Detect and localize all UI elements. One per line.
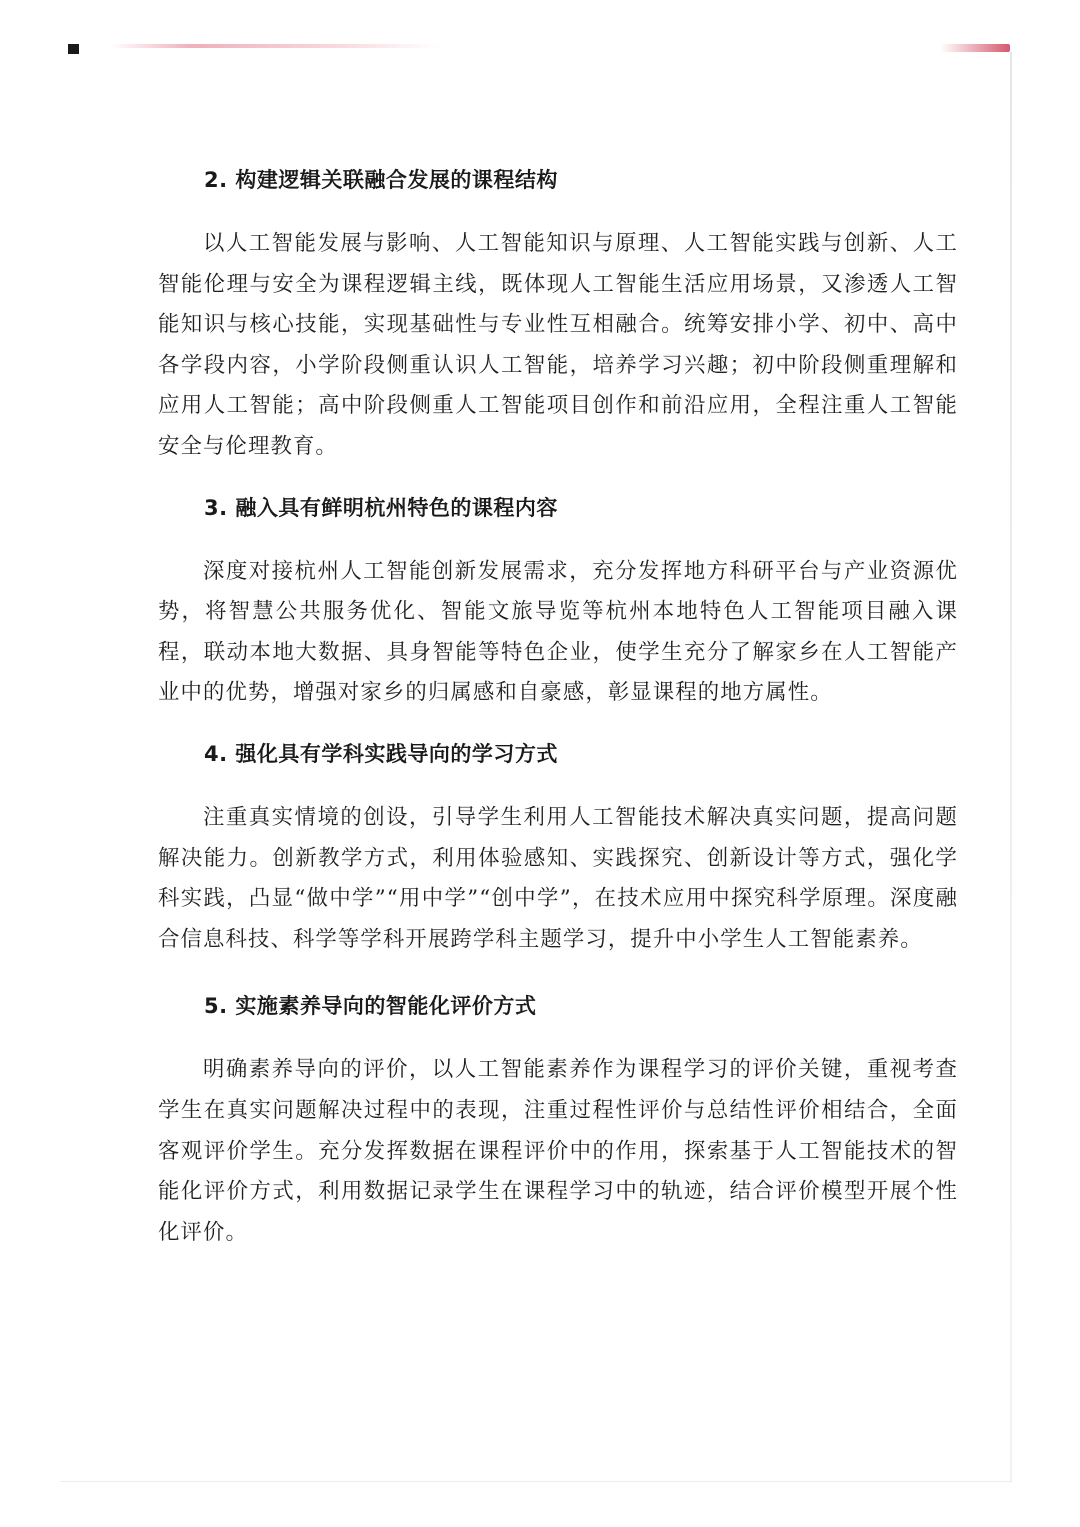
- section-5: [158, 986, 958, 1253]
- section-2: [158, 160, 958, 468]
- section-3: [158, 488, 958, 714]
- section-4: [158, 734, 958, 960]
- section-3-title: 3. 融入具有鲜明杭州特色的课程内容: [204, 495, 558, 520]
- section-2-title: 2. 构建逻辑关联融合发展的课程结构: [204, 168, 558, 192]
- scan-page-bottom-edge: [60, 1481, 1012, 1482]
- section-5-body: 明确素养导向的评价，以人工智能素养作为课程学习的评价关键，重视考查学生在真实问题解决过程中的表现，注重过程性评价与总结性评价相结合，全面客观评价学生。充分发挥数据在课程评价中的作用，探索基于人工智能技术的智能化评价方式，利用数据记录学生在课程学习中的轨迹，结合评价模型开展个性化评价。: [158, 1057, 958, 1245]
- section-5-title: 5. 实施素养导向的智能化评价方式: [204, 994, 537, 1019]
- scan-corner-mark: [68, 44, 79, 54]
- section-3-body: 深度对接杭州人工智能创新发展需求，充分发挥地方科研平台与产业资源优势，将智慧公共服务优化、智能文旅导览等杭州本地特色人工智能项目融入课程，联动本地大数据、具身智能等特色企业，使学生充分了解家乡在人工智能产业中的优势，增强对家乡的归属感和自豪感，彰显课程的地方属性。: [158, 558, 958, 706]
- section-4-title: 4. 强化具有学科实践导向的学习方式: [204, 741, 558, 766]
- document-content: [158, 160, 958, 1253]
- scan-page-right-edge: [1010, 52, 1012, 1482]
- scan-top-edge-tint: [110, 44, 440, 48]
- section-2-body: 以人工智能发展与影响、人工智能知识与原理、人工智能实践与创新、人工智能伦理与安全为课程逻辑主线，既体现人工智能生活应用场景，又渗透人工智能知识与核心技能，实现基础性与专业性互相融合。统筹安排小学、初中、高中各学段内容，小学阶段侧重认识人工智能，培养学习兴趣；初中阶段侧重理解和应用人工智能；高中阶段侧重人工智能项目创作和前沿应用，全程注重人工智能安全与伦理教育。: [158, 231, 958, 459]
- section-4-body: 注重真实情境的创设，引导学生利用人工智能技术解决真实问题，提高问题解决能力。创新教学方式，利用体验感知、实践探究、创新设计等方式，强化学科实践，凸显“做中学”“用中学”“创中学”，在技术应用中探究科学原理。深度融合信息科技、科学等学科开展跨学科主题学习，提升中小学生人工智能素养。: [158, 804, 958, 952]
- scan-stamp-edge: [940, 44, 1010, 52]
